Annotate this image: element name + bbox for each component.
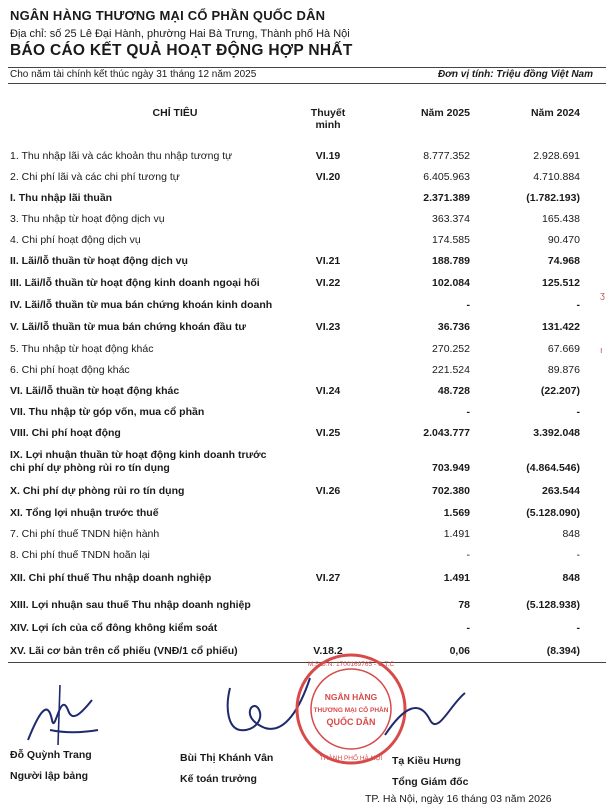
row-value-2024: - <box>576 406 580 418</box>
row-value-2024: 90.470 <box>547 234 580 246</box>
row-value-2025: 1.569 <box>443 507 470 519</box>
row-label: 2. Chi phí lãi và các chi phí tương tự <box>10 171 180 183</box>
row-label: IX. Lợi nhuận thuần từ hoạt động kinh doanh trước <box>10 449 267 461</box>
report-title: BÁO CÁO KẾT QUẢ HOẠT ĐỘNG HỢP NHẤT <box>10 42 353 59</box>
row-value-2025: 702.380 <box>432 485 470 497</box>
row-note: VI.23 <box>315 321 341 333</box>
row-label: XV. Lãi cơ bản trên cổ phiếu (VNĐ/1 cổ phiếu) <box>10 645 238 657</box>
table-row <box>0 255 613 273</box>
stamp-line1: NGÂN HÀNG <box>324 692 378 702</box>
row-value-2024: 4.710.884 <box>533 171 580 183</box>
stamp-line3: QUỐC DÂN <box>326 717 376 727</box>
report-period: Cho năm tài chính kết thúc ngày 31 tháng 12 năm 2025 <box>10 69 257 80</box>
row-label: 5. Thu nhập từ hoạt động khác <box>10 343 154 355</box>
table-row <box>0 406 613 424</box>
row-value-2024: (8.394) <box>546 645 580 657</box>
row-value-2024: (22.207) <box>540 385 580 397</box>
row-value-2025: 102.084 <box>432 277 470 289</box>
table-row <box>0 299 613 317</box>
column-header-2025: Năm 2025 <box>420 107 470 119</box>
row-label: XI. Tổng lợi nhuận trước thuế <box>10 507 159 519</box>
row-note: VI.21 <box>315 255 341 267</box>
row-note: VI.25 <box>315 427 341 439</box>
row-label: VIII. Chi phí hoạt động <box>10 427 121 439</box>
stamp-city: THÀNH PHỐ HÀ NỘI <box>319 755 383 762</box>
table-row <box>0 528 613 546</box>
table-row <box>0 572 613 590</box>
row-label: XIII. Lợi nhuận sau thuế Thu nhập doanh nghiệp <box>10 599 251 611</box>
row-value-2025: 2.043.777 <box>423 427 470 439</box>
table-row <box>0 507 613 525</box>
director-title: Tổng Giám đốc <box>392 776 469 788</box>
row-value-2025: - <box>466 622 470 634</box>
row-note: VI.19 <box>315 150 341 162</box>
row-value-2024: - <box>576 622 580 634</box>
row-value-2024: 131.422 <box>542 321 580 333</box>
accountant-title: Kế toán trưởng <box>180 773 257 785</box>
bank-name: NGÂN HÀNG THƯƠNG MẠI CỔ PHẦN QUỐC DÂN <box>10 8 326 23</box>
table-row <box>0 213 613 231</box>
row-label: I. Thu nhập lãi thuần <box>10 192 113 204</box>
row-value-2024: (1.782.193) <box>526 192 580 204</box>
director-signature <box>380 685 470 755</box>
table-row <box>0 599 613 617</box>
table-row <box>0 485 613 503</box>
column-header-note-line2: minh <box>315 119 341 131</box>
row-label: 3. Thu nhập từ hoạt động dịch vụ <box>10 213 165 225</box>
row-value-2025: 6.405.963 <box>423 171 470 183</box>
row-note: VI.26 <box>315 485 341 497</box>
table-row <box>0 364 613 382</box>
row-value-2024: 263.544 <box>542 485 580 497</box>
row-value-2025: - <box>466 549 470 561</box>
row-value-2025: - <box>466 299 470 311</box>
director-name: Tạ Kiều Hưng <box>392 755 461 767</box>
row-value-2024: 89.876 <box>547 364 580 376</box>
table-row <box>0 427 613 445</box>
row-value-2024: - <box>576 299 580 311</box>
stamp-msdn: M.S.D.N: 1700169765 - C.T.C <box>307 661 395 668</box>
row-label: IV. Lãi/lỗ thuần từ mua bán chứng khoán kinh doanh <box>10 299 273 311</box>
table-row <box>0 385 613 403</box>
row-label: 7. Chi phí thuế TNDN hiện hành <box>10 528 160 540</box>
row-value-2025: 221.524 <box>432 364 470 376</box>
row-label: 6. Chi phí hoạt động khác <box>10 364 130 376</box>
table-row <box>0 449 613 479</box>
row-note: VI.24 <box>315 385 341 397</box>
stamp-line2: THƯƠNG MẠI CỔ PHẦN <box>313 707 389 714</box>
row-value-2024: 165.438 <box>542 213 580 225</box>
row-value-2025: 36.736 <box>437 321 470 333</box>
row-label: XII. Chi phí thuế Thu nhập doanh nghiệp <box>10 572 212 584</box>
table-row <box>0 277 613 295</box>
row-value-2024: 848 <box>562 528 580 540</box>
row-value-2025: 48.728 <box>437 385 470 397</box>
row-value-2025: 174.585 <box>432 234 470 246</box>
table-row <box>0 192 613 210</box>
header-top-rule <box>8 67 606 68</box>
row-label: X. Chi phí dự phòng rủi ro tín dụng <box>10 485 185 497</box>
row-value-2024: (4.864.546) <box>526 462 580 474</box>
row-label: II. Lãi/lỗ thuần từ hoạt động dịch vụ <box>10 255 188 267</box>
row-note: VI.22 <box>315 277 341 289</box>
row-label: 8. Chi phí thuế TNDN hoãn lại <box>10 549 150 561</box>
edge-mark: ı <box>600 345 603 355</box>
currency-unit: Đơn vị tính: Triệu đồng Việt Nam <box>437 69 593 80</box>
preparer-name: Đỗ Quỳnh Trang <box>10 749 92 761</box>
row-value-2025: 188.789 <box>432 255 470 267</box>
row-value-2025: 1.491 <box>443 572 470 584</box>
row-value-2024: 848 <box>562 572 580 584</box>
table-row <box>0 622 613 640</box>
row-value-2025: 0,06 <box>449 645 470 657</box>
table-row <box>0 171 613 189</box>
row-value-2024: 2.928.691 <box>533 150 580 162</box>
row-label: III. Lãi/lỗ thuần từ hoạt động kinh doanh ngoại hối <box>10 277 260 289</box>
row-value-2024: 3.392.048 <box>533 427 580 439</box>
table-row <box>0 343 613 361</box>
row-note: V.18.2 <box>313 645 343 657</box>
row-value-2024: (5.128.938) <box>526 599 580 611</box>
row-value-2024: 125.512 <box>542 277 580 289</box>
preparer-title: Người lập bảng <box>10 770 89 782</box>
row-value-2024: 67.669 <box>547 343 580 355</box>
row-value-2025: 363.374 <box>432 213 470 225</box>
row-label: 1. Thu nhập lãi và các khoản thu nhập tương tự <box>10 150 233 162</box>
table-row <box>0 150 613 168</box>
row-value-2025: 1.491 <box>443 528 470 540</box>
row-label: XIV. Lợi ích của cổ đông không kiểm soát <box>10 622 218 634</box>
table-top-rule <box>8 83 606 84</box>
column-header-item: CHỈ TIÊU <box>152 107 198 119</box>
row-label: V. Lãi/lỗ thuần từ mua bán chứng khoán đầu tư <box>10 321 246 333</box>
row-value-2025: 703.949 <box>432 462 470 474</box>
table-row <box>0 549 613 567</box>
row-value-2025: 270.252 <box>432 343 470 355</box>
bank-address: Địa chỉ: số 25 Lê Đại Hành, phường Hai Bà Trưng, Thành phố Hà Nội <box>10 28 350 40</box>
column-header-2024: Năm 2024 <box>530 107 580 119</box>
column-header-note <box>300 107 356 131</box>
row-label: VI. Lãi/lỗ thuần từ hoạt động khác <box>10 385 180 397</box>
row-label-continuation: chi phí dự phòng rủi ro tín dụng <box>10 462 170 474</box>
row-value-2024: - <box>576 549 580 561</box>
edge-mark: ʒ <box>600 290 605 300</box>
accountant-name: Bùi Thị Khánh Vân <box>180 752 274 764</box>
row-value-2025: 78 <box>458 599 470 611</box>
table-row <box>0 321 613 339</box>
place-date: TP. Hà Nội, ngày 16 tháng 03 năm 2026 <box>365 793 552 805</box>
row-label: 4. Chi phí hoạt động dịch vụ <box>10 234 141 246</box>
column-header-note-line1: Thuyết <box>310 107 346 119</box>
row-note: VI.27 <box>315 572 341 584</box>
row-value-2025: 2.371.389 <box>423 192 470 204</box>
row-value-2025: 8.777.352 <box>423 150 470 162</box>
row-value-2025: - <box>466 406 470 418</box>
row-label: VII. Thu nhập từ góp vốn, mua cổ phần <box>10 406 205 418</box>
table-row <box>0 234 613 252</box>
row-value-2024: (5.128.090) <box>526 507 580 519</box>
row-note: VI.20 <box>315 171 341 183</box>
row-value-2024: 74.968 <box>547 255 580 267</box>
